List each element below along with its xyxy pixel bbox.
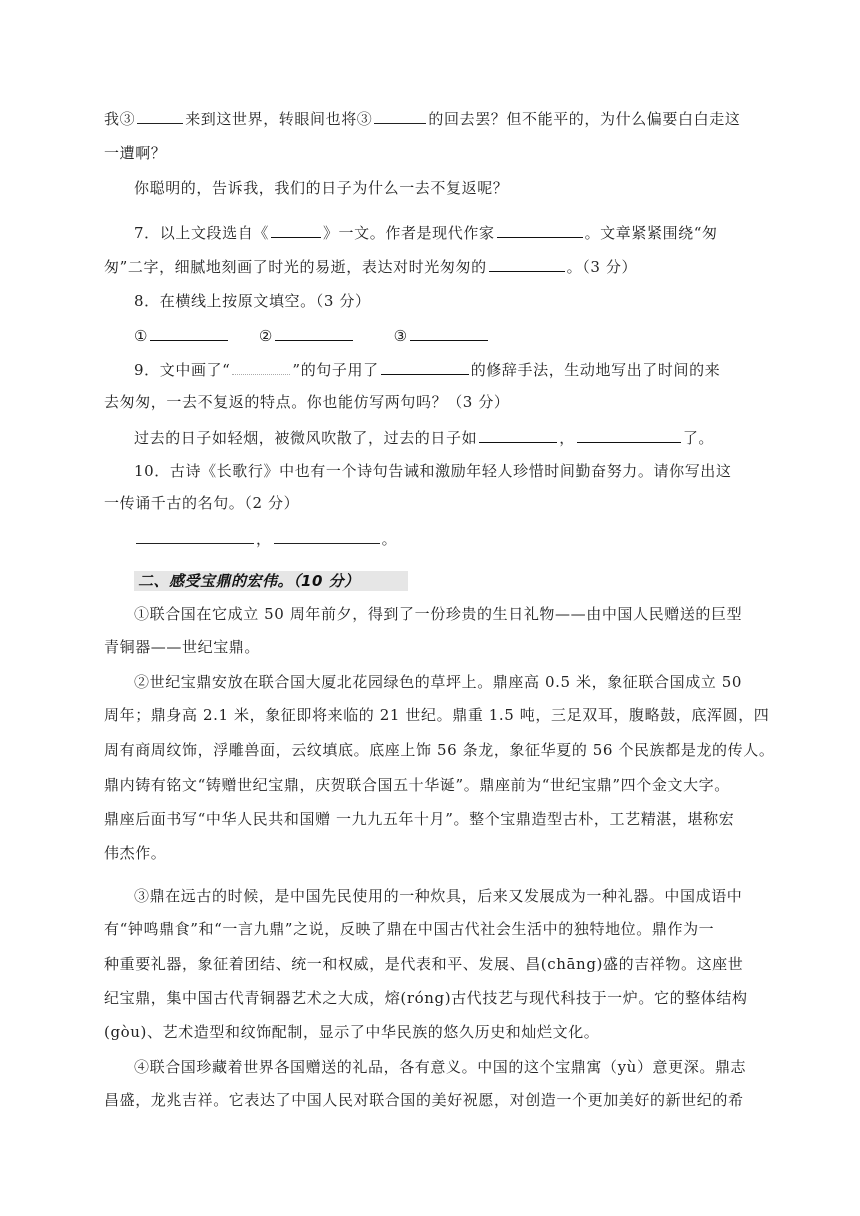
question-8-answers bbox=[134, 325, 794, 346]
passage-line-3: 你聪明的，告诉我，我们的日子为什么一去不复返呢？ bbox=[134, 179, 509, 197]
paragraph-2-line-6: 伟杰作。 bbox=[104, 844, 167, 862]
answer-marker-1: ① bbox=[134, 327, 149, 345]
answer-blank-2[interactable] bbox=[275, 325, 353, 341]
question-10: 10．古诗《长歌行》中也有一个诗句告诫和激励年轻人珍惜时间勤奋努力。请你写出这 bbox=[134, 462, 732, 480]
answer-blank-author[interactable] bbox=[497, 222, 583, 238]
answer-marker-3: ③ bbox=[393, 327, 408, 345]
question-text: 》一文。作者是现代作家 bbox=[322, 224, 495, 242]
question-10-answer bbox=[134, 528, 794, 549]
answer-blank-title[interactable] bbox=[271, 222, 321, 238]
paragraph-2-line-2: 周年；鼎身高 2.1 米，象征即将来临的 21 世纪。鼎重 1.5 吨，三足双耳，腹略鼓，底浑圆，四 bbox=[104, 706, 770, 724]
question-8: 8．在横线上按原文填空。（3 分） bbox=[134, 292, 371, 310]
passage-text: 来到这世界，转眼间也将③ bbox=[185, 110, 373, 128]
paragraph-3-line-4: 纪宝鼎，集中国古代青铜器艺术之大成，熔(róng)古代技艺与现代科技于一炉。它的整体结构 bbox=[104, 989, 748, 1007]
question-text: 的修辞手法，生动地写出了时间的来 bbox=[470, 361, 721, 379]
question-text: 了。 bbox=[682, 429, 715, 447]
answer-blank-3[interactable] bbox=[410, 325, 488, 341]
question-9-line-2: 去匆匆，一去不复返的特点。你也能仿写两句吗？（3 分） bbox=[104, 393, 510, 411]
paragraph-3-line-5: (gòu)、艺术造型和纹饰配制，显示了中华民族的悠久历史和灿烂文化。 bbox=[104, 1023, 600, 1041]
paragraph-3-line-3: 种重要礼器，象征着团结、统一和权威，是代表和平、发展、昌(chāng)盛的吉祥物。这座世 bbox=[104, 955, 744, 973]
answer-blank-poem-2[interactable] bbox=[274, 528, 380, 544]
question-text: 过去的日子如轻烟，被微风吹散了，过去的日子如 bbox=[134, 429, 478, 447]
answer-blank[interactable] bbox=[374, 108, 426, 124]
paragraph-3-line-1: ③鼎在远古的时候，是中国先民使用的一种炊具，后来又发展成为一种礼器。中国成语中 bbox=[134, 887, 743, 905]
dotted-underline-sample bbox=[232, 359, 290, 375]
question-10-line-2: 一传诵千古的名句。（2 分） bbox=[104, 494, 300, 512]
paragraph-4-line-1: ④联合国珍藏着世界各国赠送的礼品，各有意义。中国的这个宝鼎寓（yù）意更深。鼎志 bbox=[134, 1058, 747, 1076]
answer-blank-rhetoric[interactable] bbox=[381, 359, 469, 375]
passage-line-2: 一遭啊？ bbox=[104, 144, 167, 162]
question-text: ”的句子用了 bbox=[292, 361, 379, 379]
question-text: 7．以上文段选自《 bbox=[134, 224, 269, 242]
question-7 bbox=[134, 222, 794, 243]
answer-blank[interactable] bbox=[137, 108, 183, 124]
question-text: 9．文中画了“ bbox=[134, 361, 231, 379]
passage-text: 我③ bbox=[104, 110, 136, 128]
paragraph-2-line-4: 鼎内铸有铭文“铸赠世纪宝鼎，庆贺联合国五十华诞”。鼎座前为“世纪宝鼎”四个金文大字。 bbox=[104, 776, 730, 794]
question-text: 。（3 分） bbox=[566, 258, 638, 276]
question-9 bbox=[134, 359, 794, 380]
answer-marker-2: ② bbox=[258, 327, 273, 345]
answer-blank-imitate-2[interactable] bbox=[577, 427, 681, 443]
passage-text: 的回去罢？但不能平的，为什么偏要白白走这 bbox=[428, 110, 741, 128]
question-text: 。文章紧紧围绕“匆 bbox=[584, 224, 718, 242]
question-7-line-2 bbox=[104, 256, 764, 277]
answer-blank-emotion[interactable] bbox=[489, 256, 565, 272]
answer-blank-poem-1[interactable] bbox=[136, 528, 254, 544]
paragraph-3-line-2: 有“钟鸣鼎食”和“一言九鼎”之说，反映了鼎在中国古代社会生活中的独特地位。鼎作为一 bbox=[104, 920, 715, 938]
answer-blank-1[interactable] bbox=[150, 325, 228, 341]
paragraph-1-line-2: 青铜器——世纪宝鼎。 bbox=[104, 638, 261, 656]
question-text: ， bbox=[559, 429, 575, 447]
question-text: 。 bbox=[381, 530, 398, 548]
question-9-line-3 bbox=[134, 427, 794, 448]
section-2-title: 二、感受宝鼎的宏伟。（10 分） bbox=[134, 571, 408, 591]
paragraph-1-line-1: ①联合国在它成立 50 周年前夕，得到了一份珍贵的生日礼物——由中国人民赠送的巨型 bbox=[134, 605, 743, 623]
paragraph-2-line-5: 鼎座后面书写“中华人民共和国赠 一九九五年十月”。整个宝鼎造型古朴，工艺精湛，堪称宏 bbox=[104, 810, 735, 828]
paragraph-2-line-3: 周有商周纹饰，浮雕兽面，云纹填底。底座上饰 56 条龙，象征华夏的 56 个民族都是龙的传人。 bbox=[104, 741, 775, 759]
question-text: 匆”二字，细腻地刻画了时光的易逝，表达对时光匆匆的 bbox=[104, 258, 487, 276]
answer-blank-imitate-1[interactable] bbox=[479, 427, 557, 443]
question-text: ， bbox=[256, 530, 272, 548]
paragraph-4-line-2: 昌盛，龙兆吉祥。它表达了中国人民对联合国的美好祝愿，对创造一个更加美好的新世纪的希 bbox=[104, 1091, 744, 1109]
paragraph-2-line-1: ②世纪宝鼎安放在联合国大厦北花园绿色的草坪上。鼎座高 0.5 米，象征联合国成立 50 bbox=[134, 673, 743, 691]
passage-line-1 bbox=[104, 108, 764, 129]
